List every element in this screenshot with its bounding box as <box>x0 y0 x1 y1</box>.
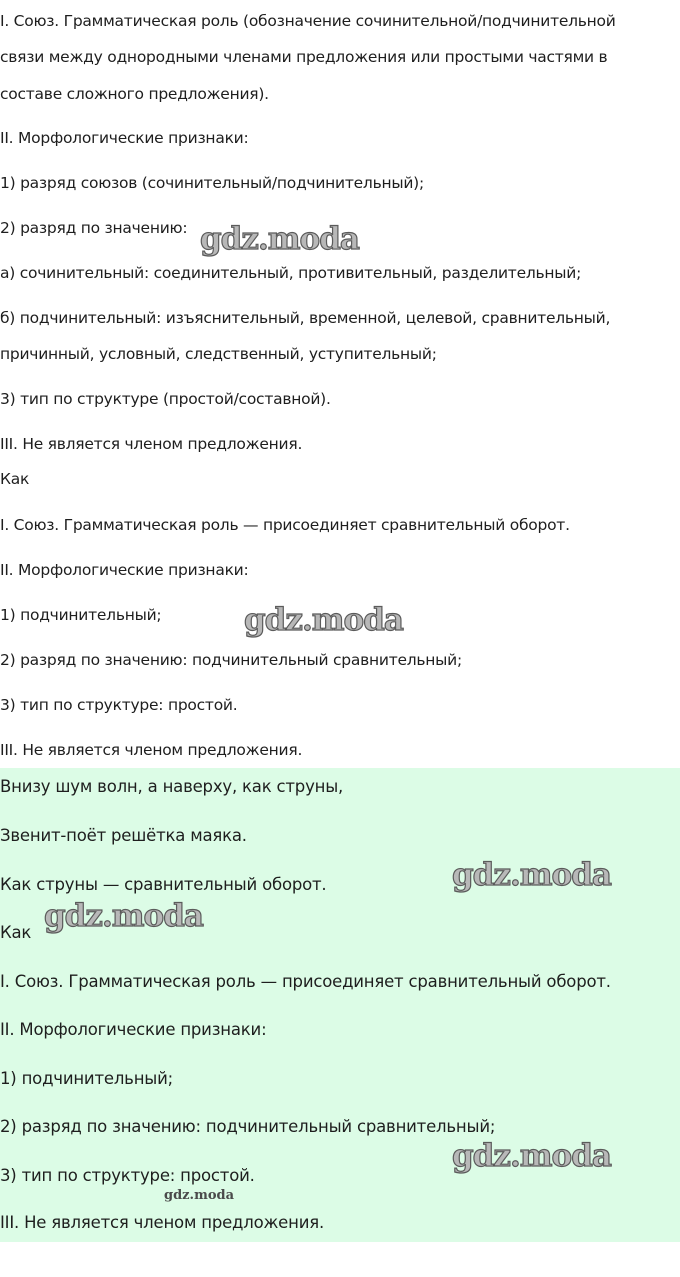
answer-line: 2) разряд по значению: подчинительный сравнительный; <box>0 1117 496 1136</box>
text-line: 2) разряд по значению: подчинительный сравнительный; <box>0 651 462 669</box>
watermark-logo: gdz.moda <box>164 1188 235 1203</box>
text-line: I. Союз. Грамматическая роль — присоединяет сравнительный оборот. <box>0 516 570 534</box>
answer-line: Внизу шум волн, а наверху, как струны, <box>0 777 344 796</box>
text-line: 2) разряд по значению: <box>0 219 188 237</box>
text-line: 3) тип по структуре (простой/составной). <box>0 390 331 408</box>
answer-line: I. Союз. Грамматическая роль — присоединяет сравнительный оборот. <box>0 972 611 991</box>
watermark-logo: gdz.moda <box>200 221 359 257</box>
watermark-logo: gdz.moda <box>452 857 611 893</box>
text-line: 1) подчинительный; <box>0 606 162 624</box>
text-line: 1) разряд союзов (сочинительный/подчинительный); <box>0 174 424 192</box>
text-line: причинный, условный, следственный, уступительный; <box>0 345 437 363</box>
text-line: I. Союз. Грамматическая роль (обозначение сочинительной/подчинительной <box>0 12 616 30</box>
watermark-logo: gdz.moda <box>244 602 403 638</box>
text-line: Как <box>0 470 30 488</box>
text-line: II. Морфологические признаки: <box>0 561 249 579</box>
text-line: III. Не является членом предложения. <box>0 435 303 453</box>
answer-line: II. Морфологические признаки: <box>0 1020 267 1039</box>
text-line: 3) тип по структуре: простой. <box>0 696 238 714</box>
text-line: III. Не является членом предложения. <box>0 741 303 759</box>
answer-line: Звенит-поёт решётка маяка. <box>0 826 247 845</box>
watermark-logo: gdz.moda <box>452 1138 611 1174</box>
text-line: связи между однородными членами предложения или простыми частями в <box>0 48 608 66</box>
answer-line: 3) тип по структуре: простой. <box>0 1166 255 1185</box>
text-line: составе сложного предложения). <box>0 85 269 103</box>
watermark-logo: gdz.moda <box>44 898 203 934</box>
text-line: б) подчинительный: изъяснительный, временной, целевой, сравнительный, <box>0 309 611 327</box>
answer-line: 1) подчинительный; <box>0 1069 173 1088</box>
answer-line: Как струны — сравнительный оборот. <box>0 875 327 894</box>
text-line: II. Морфологические признаки: <box>0 129 249 147</box>
text-line: а) сочинительный: соединительный, противительный, разделительный; <box>0 264 582 282</box>
answer-line: III. Не является членом предложения. <box>0 1213 325 1232</box>
answer-line: Как <box>0 923 32 942</box>
